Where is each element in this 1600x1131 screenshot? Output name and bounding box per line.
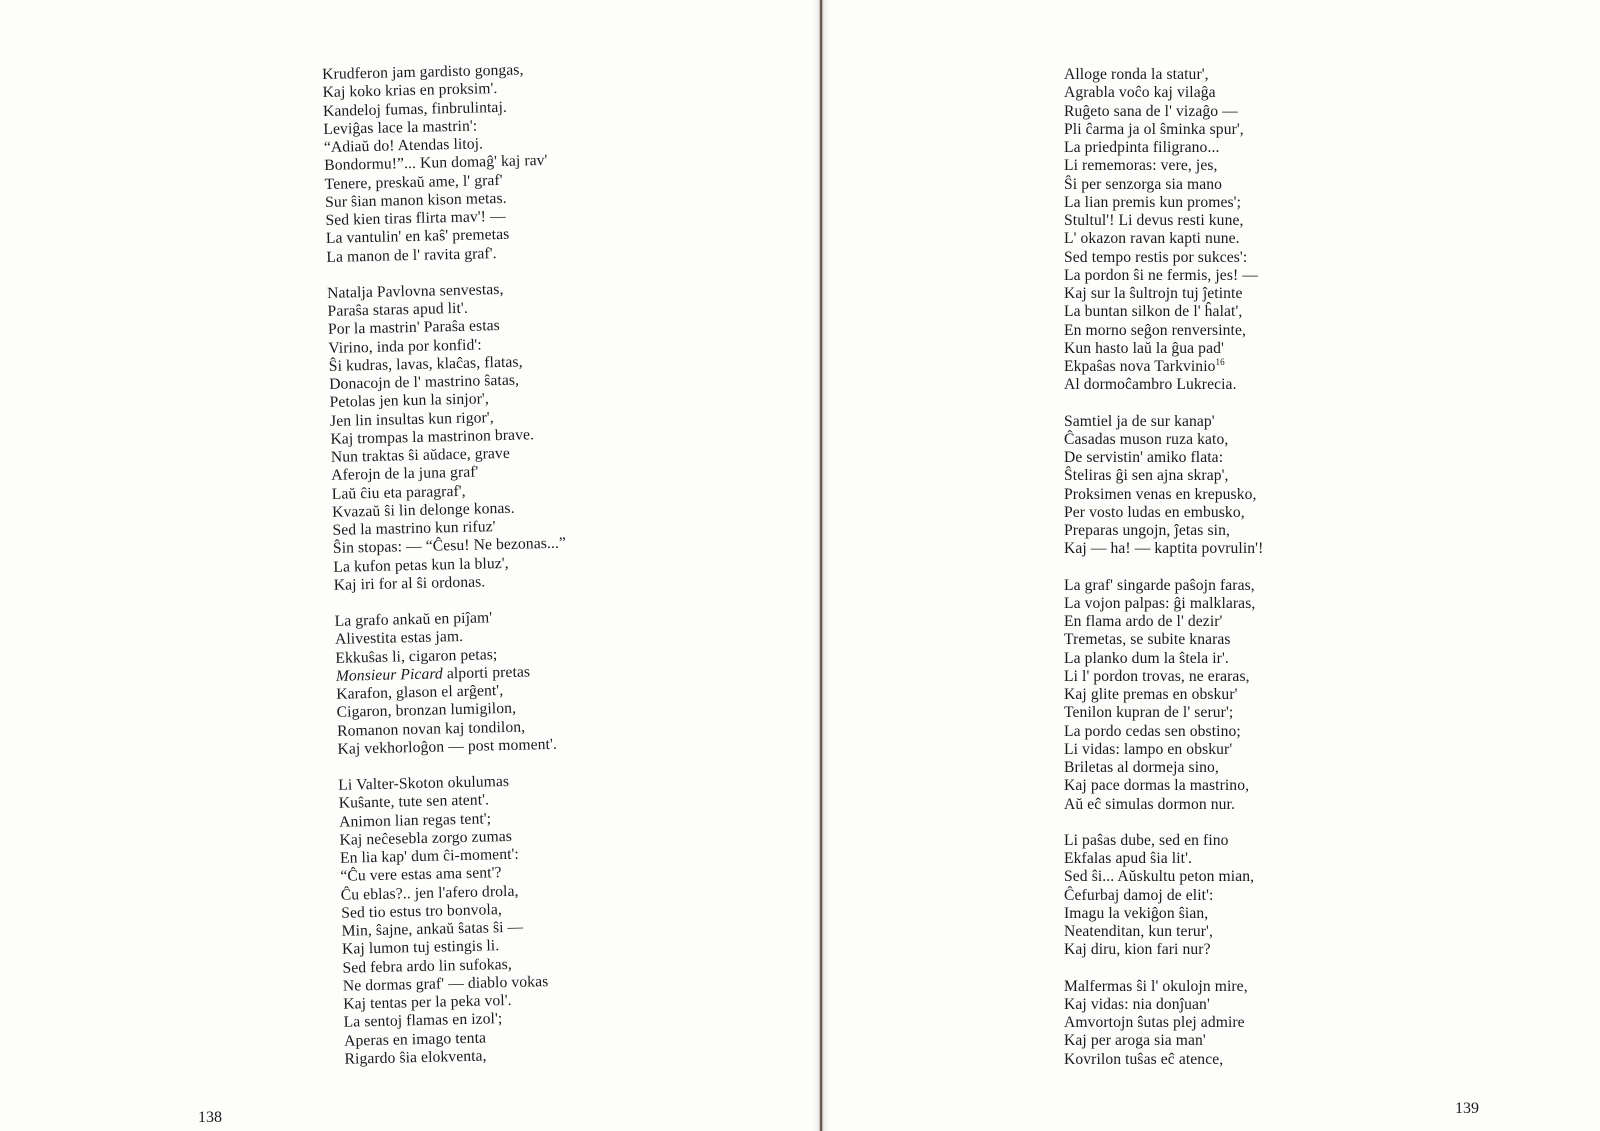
verse-line: Sed la mastrino kun rifuz'	[332, 518, 496, 539]
verse-line: Nun traktas ŝi aŭdace, grave	[330, 444, 511, 466]
verse-line: Imagu la vekiĝon ŝian,	[1064, 904, 1209, 922]
verse-line: De servistin' amiko flata:	[1064, 449, 1224, 466]
verse-line: Stultul'! Li devus resti kune,	[1064, 212, 1244, 229]
verse-line: Kaj vekhorloĝon — post moment'.	[337, 735, 558, 758]
left-poem-text	[322, 61, 578, 1087]
verse-line: Tremetas, se subite knaras	[1064, 631, 1231, 649]
verse-line: Rigardo ŝia elokventa,	[344, 1047, 487, 1068]
verse-line: Al dormoĉambro Lukrecia.	[1064, 376, 1237, 394]
verse-line: En flama ardo de l' dezir'	[1064, 613, 1223, 630]
verse-line: Ŝi kudras, lavas, klaĉas, flatas,	[328, 353, 523, 375]
verse-line: Kaj trompas la mastrinon brave.	[330, 426, 535, 448]
verse-line: Kun hasto laŭ la ĝua pad'	[1064, 339, 1224, 357]
verse-line: Kaj per aroga sia man'	[1064, 1032, 1206, 1050]
verse-line: Li rememoras: vere, jes,	[1064, 157, 1218, 175]
verse-line: Neatenditan, kun terur',	[1064, 923, 1213, 940]
verse-line: La buntan silkon de l' ĥalat',	[1064, 303, 1243, 321]
verse-line: Aperas en imago tenta	[343, 1029, 487, 1050]
verse-line: Kaj lumon tuj estingis li.	[341, 937, 500, 959]
verse-line: Kaj neĉesebla zorgo zumas	[339, 827, 513, 849]
verse-line: Sur ŝian manon kison metas.	[324, 189, 507, 211]
stanza	[338, 772, 578, 1069]
verse-line: Ne dormas graf' — diablo vokas	[342, 972, 549, 995]
verse-line: Li paŝas dube, sed en fino	[1064, 831, 1229, 849]
verse-line: Natalja Pavlovna senvestas,	[326, 280, 504, 302]
verse-line: Li Valter-Skoton okulumas	[338, 772, 510, 794]
verse-line: Kaj sur la ŝultrojn tuj ĵetinte	[1064, 285, 1243, 302]
verse-line: Ekpaŝas nova Tarkvinio$^{16}$	[1064, 357, 1225, 375]
verse-line: Ŝteliras ĝi sen ajna skrap',	[1064, 467, 1229, 485]
right-page-number: 139	[1455, 1100, 1479, 1117]
verse-line: Min, ŝajne, ankaŭ ŝatas ŝi —	[341, 918, 524, 940]
verse-line: “Adiaŭ do! Atendas litoj.	[323, 135, 484, 156]
verse-line: Ĉefurbaj damoj de elit':	[1064, 886, 1214, 904]
verse-line: Por la mastrin' Paraŝa estas	[327, 317, 501, 339]
verse-line: Kaj tentas per la peka vol'.	[343, 991, 512, 1013]
verse-line: Kaj pace dormas la mastrino,	[1064, 777, 1250, 795]
book-gutter-fold	[820, 0, 822, 1131]
verse-line: Krudferon jam gardisto gongas,	[322, 61, 524, 83]
verse-line: Samtiel ja de sur kanap'	[1064, 412, 1215, 430]
verse-line: Agrabla voĉo kaj vilaĝa	[1064, 84, 1216, 102]
verse-line: Romanon novan kaj tondilon,	[336, 718, 526, 740]
verse-line: Briletas al dormeja sino,	[1064, 759, 1219, 776]
verse-line: Kuŝante, tute sen atent'.	[338, 791, 490, 813]
verse-line: “Ĉu vere estas ama sent'?	[340, 864, 502, 886]
stanza	[1064, 413, 1263, 559]
verse-line: La vojon palpas: ĝi malklaras,	[1064, 594, 1256, 612]
verse-line: La graf' singarde paŝojn faras,	[1064, 576, 1255, 594]
verse-line: Kovrilon tuŝas eĉ atence,	[1064, 1050, 1224, 1068]
verse-line: La sentoj flamas en izol';	[343, 1010, 503, 1032]
stanza	[1064, 577, 1263, 814]
verse-line: Pli ĉarma ja ol ŝminka spur',	[1064, 120, 1244, 138]
verse-line: Kaj — ha! — kaptita povrulin'!	[1064, 540, 1264, 558]
stanza	[334, 608, 570, 759]
verse-line: En morno seĝon renversinte,	[1064, 321, 1246, 339]
verse-line: La planko dum la ŝtela ir'.	[1064, 649, 1229, 667]
verse-line: La grafo ankaŭ en piĵam'	[334, 609, 493, 630]
stanza	[327, 279, 567, 594]
verse-line: Animon lian regas tent';	[338, 809, 492, 831]
verse-line: Leviĝas lace la mastrin':	[323, 117, 478, 138]
verse-line: Kvazaŭ ŝi lin delonge konas.	[331, 499, 515, 521]
verse-line: La pordon ŝi ne fermis, jes! —	[1064, 266, 1258, 284]
stanza	[1064, 978, 1263, 1069]
verse-line: Sed kien tiras flirta mav'! —	[325, 207, 506, 229]
verse-line: Kaj vidas: nia donĵuan'	[1064, 995, 1210, 1013]
verse-line: Proksimen venas en krepusko,	[1064, 485, 1257, 503]
verse-line: Virino, inda por konfid':	[328, 335, 482, 357]
verse-line: Kaj diru, kion fari nur?	[1064, 941, 1211, 959]
verse-line: Sed tio estus tro bonvola,	[341, 900, 503, 922]
verse-line: Alloge ronda la statur',	[1064, 66, 1209, 83]
stanza	[1064, 66, 1263, 395]
verse-line: Aferojn de la juna graf'	[331, 463, 479, 485]
verse-line: Cigaron, bronzan lumigilon,	[336, 700, 517, 722]
verse-line: Aŭ eĉ simulas dormon nur.	[1064, 795, 1235, 813]
verse-line: Amvortojn ŝutas plej admire	[1064, 1014, 1245, 1031]
verse-line: En lia kap' dum ĉi-moment':	[339, 845, 520, 867]
stanza	[1064, 832, 1263, 960]
verse-line: Tenilon kupran de l' serur';	[1064, 704, 1234, 722]
verse-line: La lian premis kun promes';	[1064, 193, 1242, 211]
right-poem-text	[1064, 66, 1263, 1087]
verse-line: Kaj iri for al ŝi ordonas.	[333, 573, 486, 594]
stanza	[322, 61, 560, 267]
verse-line: Petolas jen kun la sinjor',	[329, 390, 490, 412]
verse-line: Ekfalas apud ŝia lit'.	[1064, 850, 1192, 867]
right-page	[826, 0, 1600, 1131]
verse-line: Jen lin insultas kun rigor',	[329, 408, 494, 430]
verse-line: Li vidas: lampo en obskur'	[1064, 740, 1233, 758]
verse-line: Ŝin stopas: — “Ĉesu! Ne bezonas...”	[332, 534, 567, 558]
verse-line: Kandeloj fumas, finbrulintaj.	[322, 98, 508, 120]
verse-line: Monsieur Picard alporti pretas	[335, 663, 531, 685]
verse-line: La kufon petas kun la bluz',	[333, 554, 509, 576]
verse-line: Kaj glite premas en obskur'	[1064, 686, 1238, 703]
verse-line: Tenere, preskaŭ ame, l' graf'	[324, 171, 503, 193]
verse-line: La pordo cedas sen obstino;	[1064, 722, 1241, 740]
verse-line: Sed ŝi... Aŭskultu peton mian,	[1064, 868, 1255, 886]
verse-line: Sed febra ardo lin sufokas,	[342, 955, 513, 977]
verse-line: Malfermas ŝi l' okulojn mire,	[1064, 977, 1248, 995]
verse-line: Paraŝa staras apud lit'.	[327, 299, 469, 320]
verse-line: Alivestita estas jam.	[334, 628, 464, 649]
verse-line: Ĉasadas muson ruza kato,	[1064, 430, 1229, 448]
verse-line: La manon de l' ravita graf'.	[326, 244, 497, 266]
verse-line: Donacojn de l' mastrino ŝatas,	[329, 371, 520, 393]
verse-line: Ruĝeto sana de l' vizaĝo —	[1064, 102, 1238, 120]
verse-line: Kaj koko krias en proksim'.	[322, 80, 498, 102]
verse-line: Per vosto ludas en embusko,	[1064, 503, 1245, 521]
verse-line: Ĉu eblas?.. jen l'afero drola,	[340, 882, 519, 904]
verse-line: La vantulin' en kaŝ' premetas	[325, 226, 510, 248]
verse-line: Li l' pordon trovas, ne eraras,	[1064, 667, 1250, 685]
verse-line: La priedpinta filigrano...	[1064, 139, 1220, 156]
verse-line: Ŝi per senzorga sia mano	[1064, 175, 1223, 193]
verse-line: L' okazon ravan kapti nune.	[1064, 230, 1240, 248]
verse-line: Laŭ ĉiu eta paragraf',	[331, 482, 466, 503]
italic-phrase: Monsieur Picard	[335, 665, 444, 685]
footnote-marker: 16	[1215, 357, 1225, 367]
verse-line: Sed tempo restis por sukces':	[1064, 248, 1248, 266]
verse-line: Ekkuŝas li, cigaron petas;	[335, 645, 498, 667]
left-page-number: 138	[198, 1109, 222, 1126]
verse-line: Bondormu!”... Kun domaĝ' kaj rav'	[324, 152, 548, 175]
verse-line: Karafon, glason el arĝent',	[336, 682, 504, 703]
verse-line: Preparas ungojn, ĵetas sin,	[1064, 522, 1230, 539]
